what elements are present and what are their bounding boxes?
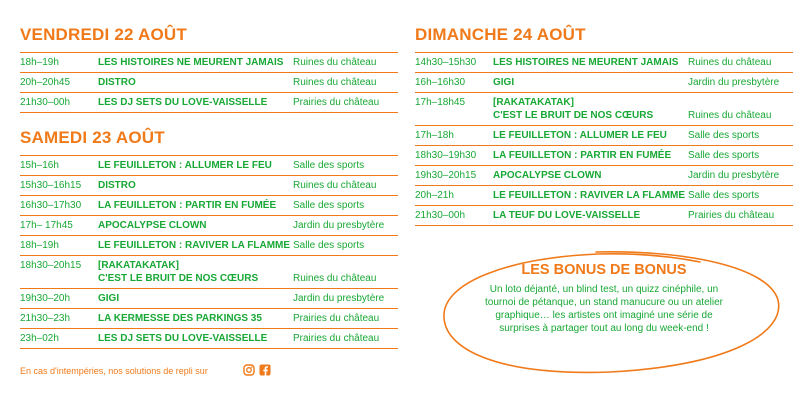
event-place: Jardin du presbytère [293,220,385,231]
event-title: DISTRO [98,180,136,191]
event-title: LE FEUILLETON : ALLUMER LE FEU [98,160,272,171]
event-place: Jardin du presbytère [688,170,780,181]
event-title: LES HISTOIRES NE MEURENT JAMAIS [98,57,284,68]
event-place: Jardin du presbytère [293,293,385,304]
footer-note: En cas d'intempéries, nos solutions de repli sur [20,366,208,376]
schedule-row [20,255,398,288]
event-time: 15h30–16h15 [20,180,82,191]
event-place: Prairies du château [293,313,380,324]
event-time: 18h30–19h30 [415,150,477,161]
schedule-row [415,185,793,205]
event-time: 21h30–00h [20,97,71,108]
event-place: Salle des sports [293,200,365,211]
event-title: LES HISTOIRES NE MEURENT JAMAIS [493,57,679,68]
schedule-row [415,205,793,226]
event-time: 21h30–23h [20,313,71,324]
event-title: LE FEUILLETON : RAVIVER LA FLAMME [493,190,686,201]
event-place: Ruines du château [293,180,377,191]
event-time: 15h–16h [20,160,59,171]
event-time: 20h–21h [415,190,454,201]
schedule-friday [20,52,398,113]
event-title: LA TEUF DU LOVE-VAISSELLE [493,210,641,221]
schedule-row [20,72,398,92]
event-time: 18h–19h [20,57,59,68]
event-place: Salle des sports [293,240,365,251]
schedule-row [415,125,793,145]
bonus-title: LES BONUS DE BONUS [521,262,687,278]
event-title-line2: C'EST LE BRUIT DE NOS CŒURS [98,273,259,284]
event-place: Salle des sports [688,130,760,141]
schedule-row [415,92,793,125]
schedule-row [20,215,398,235]
event-place: Prairies du château [688,210,775,221]
day-title-saturday: SAMEDI 23 AOÛT [20,128,165,147]
schedule-row [415,72,793,92]
schedule-row [20,288,398,308]
event-time: 20h–20h45 [20,77,71,88]
event-time: 19h30–20h15 [415,170,477,181]
event-place: Ruines du château [293,273,377,284]
day-title-sunday: DIMANCHE 24 AOÛT [415,25,586,44]
event-title-line2: C'EST LE BRUIT DE NOS CŒURS [493,110,654,121]
event-place: Ruines du château [688,57,772,68]
event-place: Ruines du château [293,57,377,68]
event-title: [RAKATAKATAK] [98,260,179,271]
event-place: Prairies du château [293,97,380,108]
schedule-row [20,195,398,215]
event-title: GIGI [98,293,120,304]
event-place: Salle des sports [688,150,760,161]
schedule-row [20,308,398,328]
event-place: Salle des sports [293,160,365,171]
bonus-text: Un loto déjanté, un blind test, un quizz cinéphile, un tournoi de pétanque, un stand manucure ou un atelier graphique… les artistes ont imaginé une série de surprises à partager tout au long du week-end ! [485,284,723,334]
event-time: 18h–19h [20,240,59,251]
event-title: LE FEUILLETON : RAVIVER LA FLAMME [98,240,291,251]
event-time: 21h30–00h [415,210,466,221]
event-place: Ruines du château [688,110,772,121]
event-title: LA FEUILLETON : PARTIR EN FUMÉE [98,200,277,211]
schedule-row [415,52,793,72]
schedule-row [20,175,398,195]
event-time: 17h–18h [415,130,454,141]
event-time: 14h30–15h30 [415,57,477,68]
event-time: 16h30–17h30 [20,200,82,211]
event-title: DISTRO [98,77,136,88]
event-title: LE FEUILLETON : ALLUMER LE FEU [493,130,667,141]
event-time: 19h30–20h [20,293,71,304]
event-title: LES DJ SETS DU LOVE-VAISSELLE [98,97,268,108]
instagram-icon[interactable] [243,364,255,376]
event-time: 16h–16h30 [415,77,466,88]
schedule-sunday [415,52,793,226]
schedule-row [20,328,398,349]
event-title: LA KERMESSE DES PARKINGS 35 [98,313,262,324]
schedule-row [20,155,398,175]
event-title: APOCALYPSE CLOWN [98,220,207,231]
event-place: Salle des sports [688,190,760,201]
event-title: APOCALYPSE CLOWN [493,170,602,181]
event-place: Prairies du château [293,333,380,344]
event-time: 17h–18h45 [415,97,466,108]
event-time: 17h– 17h45 [20,220,73,231]
event-title: LA FEUILLETON : PARTIR EN FUMÉE [493,150,672,161]
event-place: Jardin du presbytère [688,77,780,88]
schedule-row [20,92,398,113]
event-title: GIGI [493,77,515,88]
schedule-row [415,165,793,185]
event-time: 18h30–20h15 [20,260,82,271]
event-title: [RAKATAKATAK] [493,97,574,108]
schedule-row [20,235,398,255]
event-title: LES DJ SETS DU LOVE-VAISSELLE [98,333,268,344]
schedule-saturday [20,155,398,349]
event-time: 23h–02h [20,333,59,344]
event-place: Ruines du château [293,77,377,88]
day-title-friday: VENDREDI 22 AOÛT [20,25,187,44]
facebook-icon[interactable] [259,364,271,376]
schedule-row [20,52,398,72]
schedule-row [415,145,793,165]
